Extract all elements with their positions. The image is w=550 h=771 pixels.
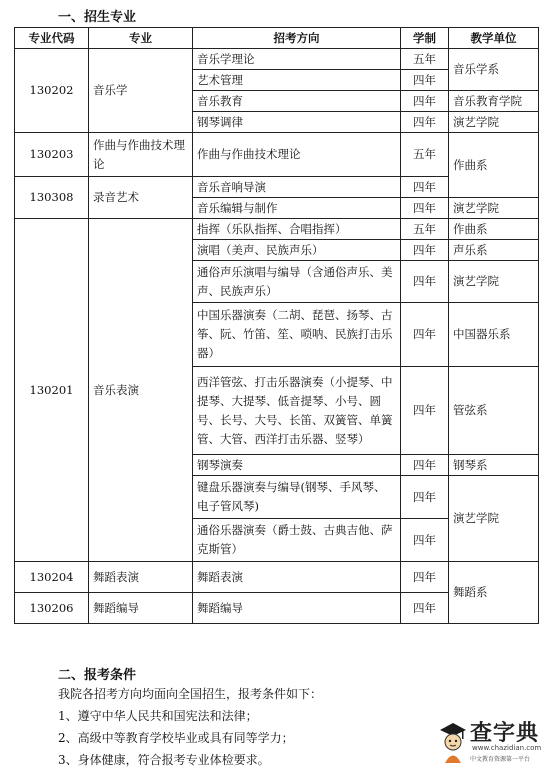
logo-title: 查字典 [470,721,540,746]
years-cell: 五年 [401,49,449,70]
section2-title: 二、报考条件 [58,668,137,683]
header-code: 专业代码 [15,28,89,49]
major-code: 130308 [15,177,89,219]
direction-cell: 舞蹈表演 [193,562,401,593]
header-unit: 教学单位 [449,28,539,49]
major-name: 舞蹈编导 [89,593,193,624]
table-row [15,562,539,593]
years-cell: 四年 [401,593,449,624]
major-name: 作曲与作曲技术理论 [89,133,193,177]
years-cell: 四年 [401,70,449,91]
unit-cell: 演艺学院 [449,112,539,133]
direction-cell: 西洋管弦、打击乐器演奏（小提琴、中提琴、大提琴、低音提琴、小号、圆号、长号、大号、长笛、双簧管、单簧管、大管、西洋打击乐器、竖琴） [193,367,401,455]
unit-cell: 钢琴系 [449,455,539,476]
mascot-icon [438,720,468,764]
major-code: 130202 [15,49,89,133]
major-name: 音乐学 [89,49,193,133]
unit-cell: 管弦系 [449,367,539,455]
direction-cell: 音乐音响导演 [193,177,401,198]
major-code: 130206 [15,593,89,624]
unit-cell: 作曲系 [449,219,539,240]
years-cell: 四年 [401,476,449,519]
years-cell: 四年 [401,198,449,219]
unit-cell: 音乐学系 [449,49,539,91]
years-cell: 四年 [401,261,449,303]
unit-cell: 舞蹈系 [449,562,539,624]
direction-cell: 中国乐器演奏（二胡、琵琶、扬琴、古筝、阮、竹笛、笙、唢呐、民族打击乐器） [193,303,401,367]
unit-cell: 作曲系 [449,133,539,198]
years-cell: 四年 [401,455,449,476]
requirement-item: 1、遵守中华人民共和国宪法和法律； [58,709,258,723]
direction-cell: 音乐学理论 [193,49,401,70]
requirement-item: 3、身体健康，符合报考专业体检要求。 [58,753,270,767]
major-code: 130203 [15,133,89,177]
years-cell: 四年 [401,91,449,112]
direction-cell: 通俗乐器演奏（爵士鼓、古典吉他、萨克斯管） [193,519,401,562]
direction-cell: 钢琴调律 [193,112,401,133]
years-cell: 五年 [401,133,449,177]
unit-cell: 声乐系 [449,240,539,261]
table-row [15,133,539,177]
logo-tagline: 中文教育资源第一平台 [470,756,531,763]
direction-cell: 钢琴演奏 [193,455,401,476]
direction-cell: 舞蹈编导 [193,593,401,624]
watermark-logo [436,716,548,768]
unit-cell: 中国器乐系 [449,303,539,367]
major-name: 舞蹈表演 [89,562,193,593]
direction-cell: 指挥（乐队指挥、合唱指挥） [193,219,401,240]
header-direction: 招考方向 [193,28,401,49]
table-row [15,219,539,240]
years-cell: 四年 [401,303,449,367]
years-cell: 四年 [401,112,449,133]
direction-cell: 键盘乐器演奏与编导(钢琴、手风琴、电子管风琴) [193,476,401,519]
unit-cell: 音乐教育学院 [449,91,539,112]
major-name: 音乐表演 [89,219,193,562]
logo-url: www.chazidian.com [472,744,542,752]
unit-cell: 演艺学院 [449,198,539,219]
direction-cell: 通俗声乐演唱与编导（含通俗声乐、美声、民族声乐） [193,261,401,303]
years-cell: 四年 [401,519,449,562]
unit-cell: 演艺学院 [449,261,539,303]
direction-cell: 音乐编辑与制作 [193,198,401,219]
major-code: 130201 [15,219,89,562]
years-cell: 五年 [401,219,449,240]
table-header-row [15,28,539,49]
table-row [15,49,539,70]
direction-cell: 音乐教育 [193,91,401,112]
years-cell: 四年 [401,177,449,198]
header-years: 学制 [401,28,449,49]
direction-cell: 艺术管理 [193,70,401,91]
unit-cell: 演艺学院 [449,476,539,562]
years-cell: 四年 [401,240,449,261]
requirement-item: 2、高级中等教育学校毕业或具有同等学力； [58,731,294,745]
direction-cell: 作曲与作曲技术理论 [193,133,401,177]
requirements-intro: 我院各招考方向均面向全国招生，报考条件如下： [58,687,323,701]
years-cell: 四年 [401,367,449,455]
major-code: 130204 [15,562,89,593]
majors-table [14,27,539,624]
years-cell: 四年 [401,562,449,593]
section1-title: 一、招生专业 [58,10,137,25]
major-name: 录音艺术 [89,177,193,219]
direction-cell: 演唱（美声、民族声乐） [193,240,401,261]
header-major: 专业 [89,28,193,49]
